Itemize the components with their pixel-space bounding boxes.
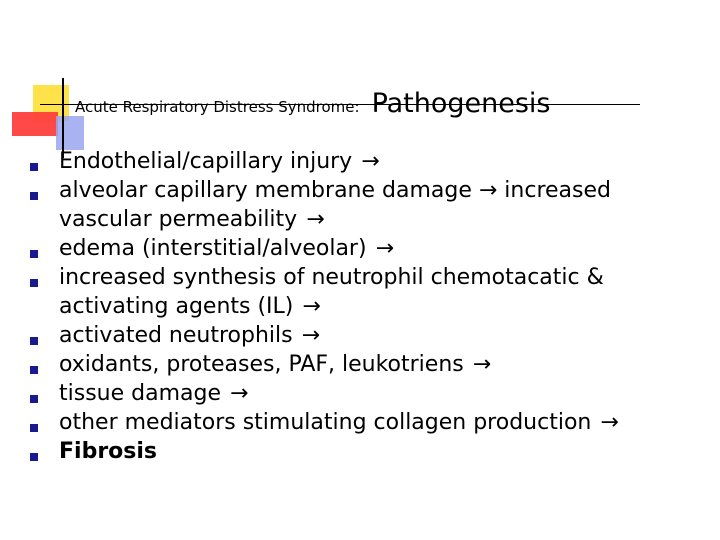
bullet-list — [30, 147, 710, 466]
square-bullet-icon — [30, 366, 38, 374]
title-main: Pathogenesis — [371, 88, 551, 119]
right-arrow-icon: → — [230, 381, 249, 406]
title-prefix: Acute Respiratory Distress Syndrome: — [75, 98, 360, 116]
bullet-text: oxidants, proteases, PAF, leukotriens — [59, 352, 464, 377]
bullet-text: tissue damage — [59, 381, 221, 406]
bullet-item — [30, 234, 710, 263]
square-bullet-icon — [30, 424, 38, 432]
right-arrow-icon: → — [306, 207, 325, 232]
bullet-text: activated neutrophils — [59, 323, 293, 348]
bullet-text: increased synthesis of neutrophil chemotacatic & activating agents (IL) — [59, 265, 604, 319]
bullet-item — [30, 408, 710, 437]
decor-blue-block — [56, 116, 84, 150]
right-arrow-icon: → — [302, 294, 321, 319]
decor-vertical-line — [62, 78, 64, 158]
square-bullet-icon — [30, 453, 38, 461]
bullet-text: other mediators stimulating collagen production — [59, 410, 592, 435]
bullet-text: edema (interstitial/alveolar) — [59, 236, 367, 261]
decor-red-block — [12, 112, 58, 136]
right-arrow-icon: → — [361, 149, 380, 174]
square-bullet-icon — [30, 250, 38, 258]
bullet-item — [30, 437, 710, 466]
bullet-item — [30, 350, 710, 379]
square-bullet-icon — [30, 395, 38, 403]
square-bullet-icon — [30, 192, 38, 200]
bullet-item — [30, 263, 710, 321]
slide-title — [75, 88, 551, 119]
right-arrow-icon: → — [472, 352, 492, 377]
bullet-text: alveolar capillary membrane damage → increased vascular permeability — [59, 178, 611, 232]
bullet-item — [30, 379, 710, 408]
bullet-item — [30, 321, 710, 350]
square-bullet-icon — [30, 337, 38, 345]
square-bullet-icon — [30, 279, 38, 287]
right-arrow-icon: → — [375, 236, 394, 261]
bullet-item — [30, 147, 710, 176]
square-bullet-icon — [30, 163, 38, 171]
bullet-item — [30, 176, 710, 234]
right-arrow-icon: → — [600, 410, 619, 435]
right-arrow-icon: → — [301, 323, 321, 348]
bullet-text: Fibrosis — [59, 439, 158, 464]
bullet-text: Endothelial/capillary injury — [59, 149, 353, 174]
